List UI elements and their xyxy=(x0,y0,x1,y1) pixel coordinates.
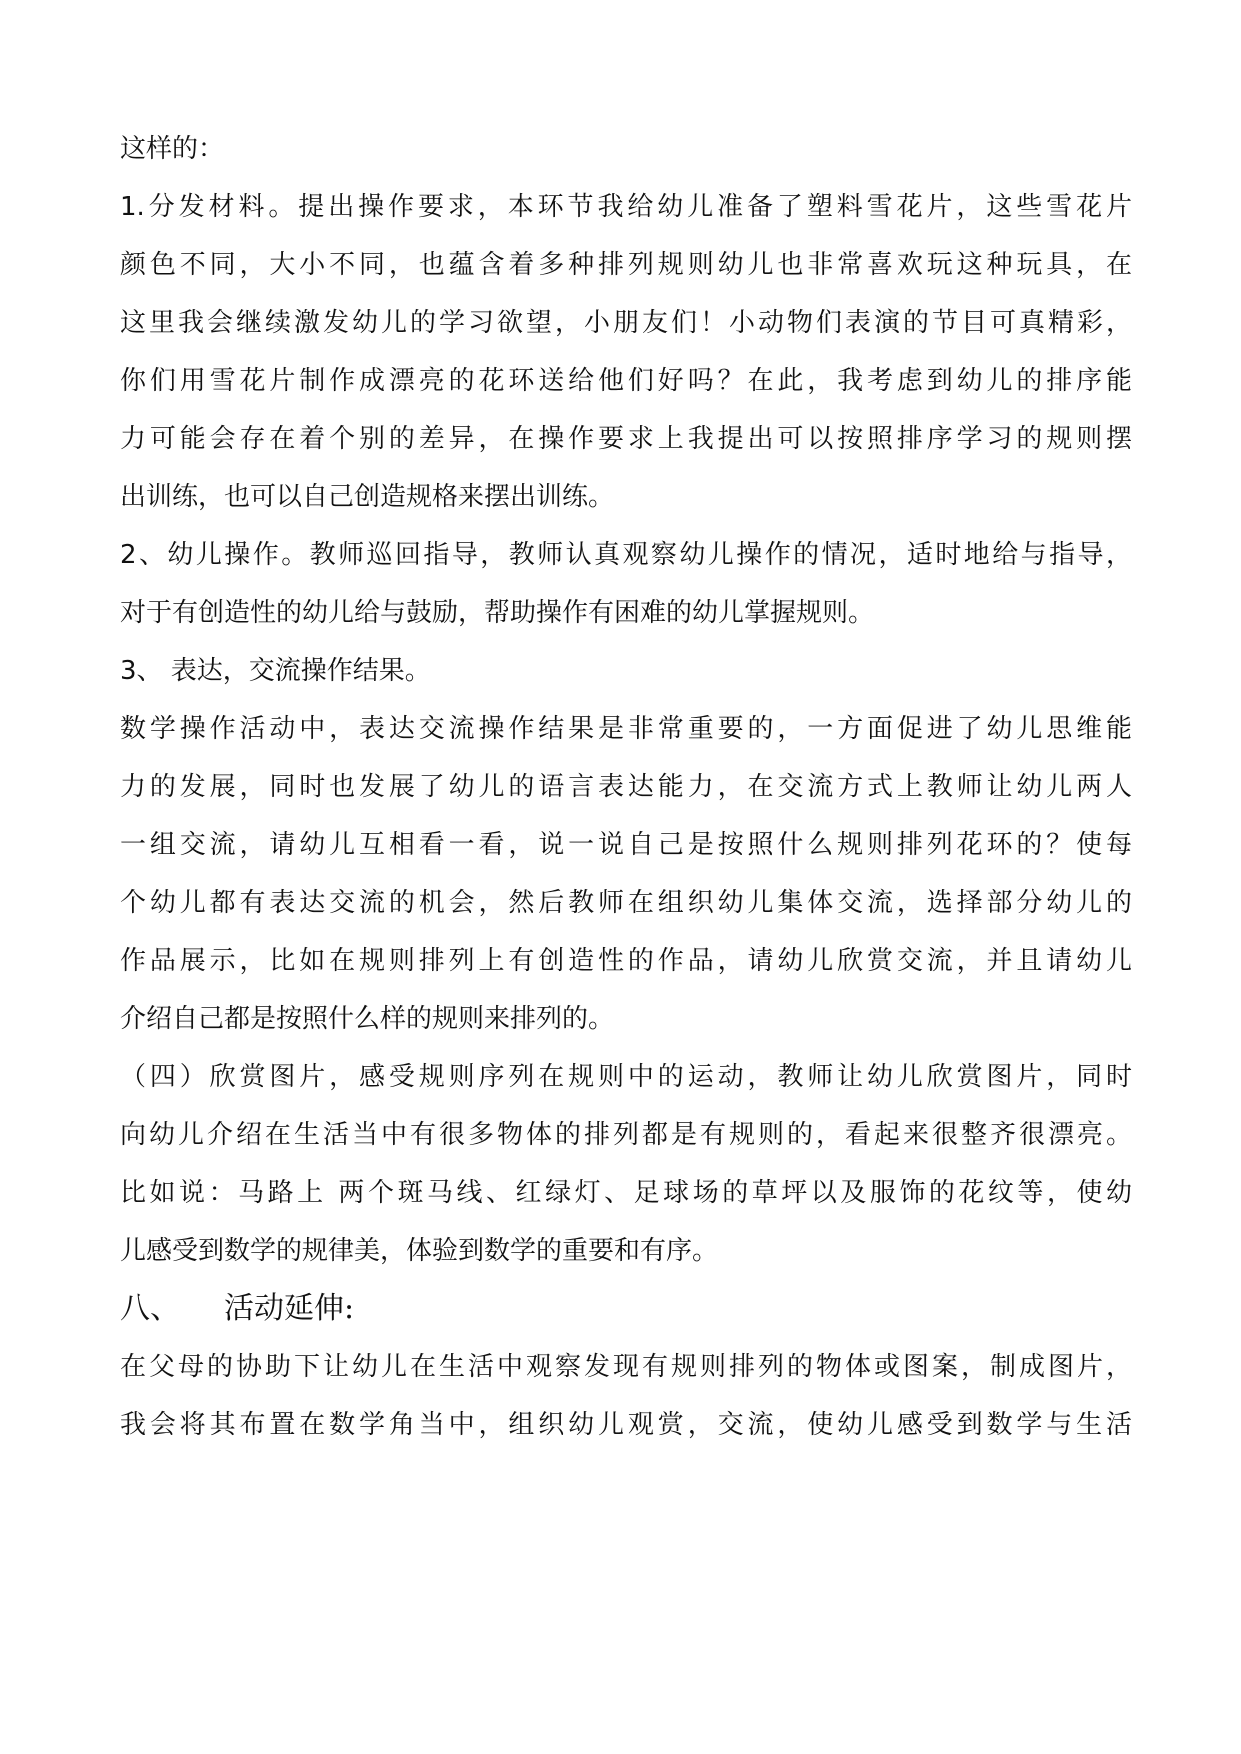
text-line-3: 颜色不同，大小不同，也蕴含着多种排列规则幼儿也非常喜欢玩这种玩具，在 xyxy=(120,250,1132,280)
text-line-16: 介绍自己都是按照什么样的规则来排列的。 xyxy=(120,1004,615,1034)
section-number: 八、 xyxy=(120,1291,180,1326)
text-line-20: 儿感受到数学的规律美，体验到数学的重要和有序。 xyxy=(120,1236,719,1266)
text-line-10: 3、 表达，交流操作结果。 xyxy=(120,656,431,686)
text-line-18: 向幼儿介绍在生活当中有很多物体的排列都是有规则的，看起来很整齐很漂亮。 xyxy=(120,1120,1132,1150)
text-line-12: 力的发展，同时也发展了幼儿的语言表达能力，在交流方式上教师让幼儿两人 xyxy=(120,772,1132,802)
text-line-19: 比如说：马路上 两个斑马线、红绿灯、足球场的草坪以及服饰的花纹等，使幼 xyxy=(120,1178,1132,1208)
section-heading xyxy=(120,1280,1132,1338)
text-line-9: 对于有创造性的幼儿给与鼓励，帮助操作有困难的幼儿掌握规则。 xyxy=(120,598,875,628)
text-line-14: 个幼儿都有表达交流的机会，然后教师在组织幼儿集体交流，选择部分幼儿的 xyxy=(120,888,1132,918)
text-line-13: 一组交流，请幼儿互相看一看，说一说自己是按照什么规则排列花环的？使每 xyxy=(120,830,1132,860)
text-line-5: 你们用雪花片制作成漂亮的花环送给他们好吗？在此，我考虑到幼儿的排序能 xyxy=(120,366,1132,396)
text-line-7: 出训练，也可以自己创造规格来摆出训练。 xyxy=(120,482,615,512)
text-line-1: 这样的： xyxy=(120,134,225,164)
section-title: 活动延伸: xyxy=(224,1291,355,1326)
text-line-2: 1.分发材料。提出操作要求，本环节我给幼儿准备了塑料雪花片，这些雪花片 xyxy=(120,192,1132,222)
text-line-15: 作品展示，比如在规则排列上有创造性的作品，请幼儿欣赏交流，并且请幼儿 xyxy=(120,946,1132,976)
document-page xyxy=(120,120,1132,1454)
text-line-8: 2、幼儿操作。教师巡回指导，教师认真观察幼儿操作的情况，适时地给与指导， xyxy=(120,540,1132,570)
closing-line-2: 我会将其布置在数学角当中，组织幼儿观赏，交流，使幼儿感受到数学与生活 xyxy=(120,1410,1132,1440)
text-line-4: 这里我会继续激发幼儿的学习欲望，小朋友们！小动物们表演的节目可真精彩， xyxy=(120,308,1132,338)
text-line-6: 力可能会存在着个别的差异，在操作要求上我提出可以按照排序学习的规则摆 xyxy=(120,424,1132,454)
text-line-17: （四）欣赏图片，感受规则序列在规则中的运动，教师让幼儿欣赏图片，同时 xyxy=(120,1062,1132,1092)
text-line-11: 数学操作活动中，表达交流操作结果是非常重要的，一方面促进了幼儿思维能 xyxy=(120,714,1132,744)
closing-line-1: 在父母的协助下让幼儿在生活中观察发现有规则排列的物体或图案，制成图片， xyxy=(120,1352,1132,1382)
